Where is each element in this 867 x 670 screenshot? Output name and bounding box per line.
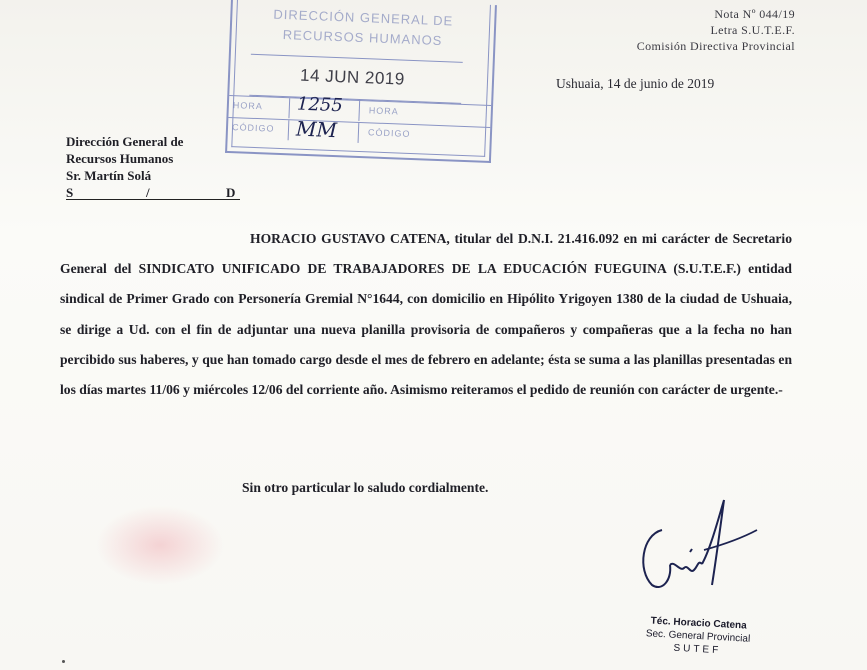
stamp-codigo-handwritten: MM xyxy=(295,116,338,143)
signatory-org: SUTEF xyxy=(673,642,722,657)
handwritten-signature xyxy=(632,490,762,600)
stamp-codigo-label-2: CÓDIGO xyxy=(367,127,411,139)
signatory-role: Sec. General Provincial xyxy=(645,628,751,645)
signatory-name: Téc. Horacio Catena xyxy=(650,615,747,632)
paper-smudge xyxy=(95,505,225,585)
addressee-line-1: Dirección General de xyxy=(66,134,184,149)
letra: Letra S.U.T.E.F. xyxy=(710,23,795,37)
salutation-s: S xyxy=(66,185,74,200)
stamp-line-2: RECURSOS HUMANOS xyxy=(282,26,443,49)
letter-body-text: HORACIO GUSTAVO CATENA, titular del D.N.I. 21.416.092 en mi carácter de Secretario General del SINDICATO UNIFICADO DE TRABAJADORES DE LA EDUCACIÓN FUEGUINA (S.U.T.E.F.) entidad sindical de Primer Grado con Personería Gremial N°1644, con domicilio en Hipólito Yrigoyen 1380 de la ciudad de Ushuaia, se dirige a Ud. con el fin de adjuntar una nueva planilla provisoria de compañeros y compañeras que a la fecha no han percibido sus haberes, y que han tomado cargo desde el mes de febrero en adelante; ésta se suma a las planillas presentadas en los días martes 11/06 y miércoles 12/06 del corriente año. Asimismo reiteramos el pedido de reunión con carácter de urgente.- xyxy=(60,231,792,398)
reference-block xyxy=(637,6,795,54)
addressee-block xyxy=(66,133,240,202)
addressee-line-3: Sr. Martín Solá xyxy=(66,168,152,183)
reception-stamp xyxy=(225,0,497,163)
letter-body xyxy=(60,224,792,405)
place-date: Ushuaia, 14 de junio de 2019 xyxy=(556,76,715,91)
salutation-d: D xyxy=(226,185,236,200)
closing-line: Sin otro particular lo saludo cordialmente. xyxy=(242,480,489,495)
comision: Comisión Directiva Provincial xyxy=(636,39,795,53)
stamp-hora-label: HORA xyxy=(232,100,264,112)
salutation-sd xyxy=(66,184,240,202)
salutation-slash: / xyxy=(146,185,150,200)
addressee-line-2: Recursos Humanos xyxy=(66,151,174,166)
stamp-date: 14 JUN 2019 xyxy=(299,65,406,89)
stamp-hora-handwritten: 1255 xyxy=(296,93,344,117)
nota-number: Nota Nº 044/19 xyxy=(714,7,795,21)
paper-speck xyxy=(62,660,65,663)
stamp-codigo-label: CÓDIGO xyxy=(231,122,275,134)
stamp-hora-label-2: HORA xyxy=(368,105,399,117)
stamp-line-1: DIRECCIÓN GENERAL DE xyxy=(273,6,454,29)
